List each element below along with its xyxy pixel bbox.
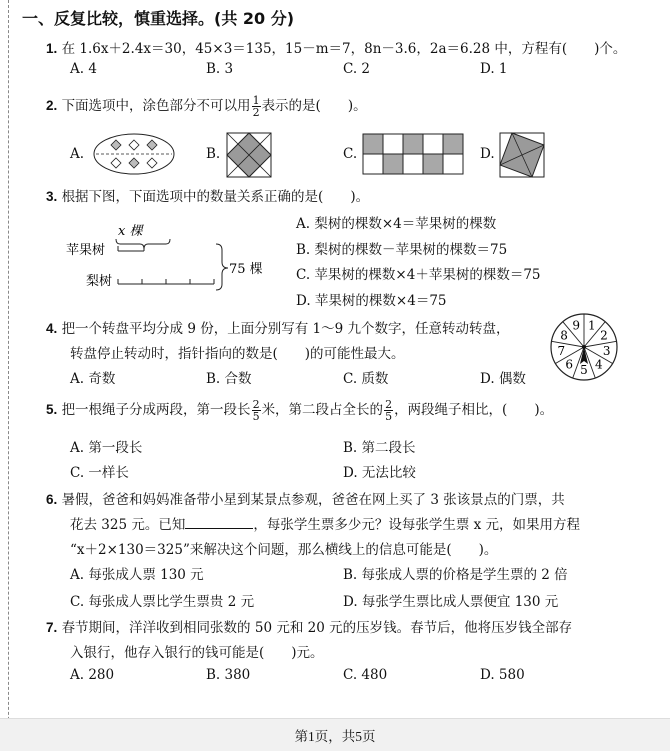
q5-option-d[interactable]: D. 无法比较 xyxy=(343,465,416,481)
question-number: 6. xyxy=(46,492,58,507)
q6-option-d[interactable]: D. 每张学生票比成人票便宜 130 元 xyxy=(343,594,559,610)
question-text: 把一根绳子分成两段，第一段长 xyxy=(61,402,251,418)
q6-option-b[interactable]: B. 每张成人票的价格是学生票的 2 倍 xyxy=(343,567,568,583)
q1-option-d[interactable]: D. 1 xyxy=(480,61,508,77)
pear-tree-label: 梨树 xyxy=(86,274,113,289)
q2-figure-c xyxy=(362,133,464,175)
question-6-line-3: “x＋2×130＝325”来解决这个问题，那么横线上的信息可能是( )。 xyxy=(70,542,498,558)
question-6-line-2: 花去 325 元。已知 ，每张学生票多少元？设每张学生票 x 元，如果用方程 xyxy=(70,517,581,533)
spinner-number: 6 xyxy=(565,357,574,372)
spinner-number: 5 xyxy=(580,363,588,377)
q4-option-d[interactable]: D. 偶数 xyxy=(480,371,526,387)
q1-option-a[interactable]: A. 4 xyxy=(70,61,97,77)
question-number: 2. xyxy=(46,98,58,113)
q2-option-d[interactable]: D. xyxy=(480,146,495,162)
q4-option-b[interactable]: B. 合数 xyxy=(206,371,252,387)
question-number: 3. xyxy=(46,189,58,204)
question-text: 下面选项中，涂色部分不可以用 xyxy=(61,98,251,114)
binding-margin-line xyxy=(8,0,9,750)
x-label: x 棵 xyxy=(118,224,143,239)
spinner-number: 7 xyxy=(557,343,566,358)
question-text-mid: 米，第二段占全长的 xyxy=(261,402,384,418)
question-text: 在 1.6x＋2.4x＝30，45×3＝135，15－m＝7，8n－3.6，2a＝6.28 中，方程有( )个。 xyxy=(61,41,627,57)
q4-option-c[interactable]: C. 质数 xyxy=(343,371,389,387)
question-3 xyxy=(46,185,369,205)
fraction-one-half: $\frac{1}{2}$ xyxy=(252,94,260,119)
fraction-two-fifths-meter: $\frac{2}{5}$ xyxy=(252,398,260,423)
spinner-number: 3 xyxy=(602,343,611,358)
q1-option-b[interactable]: B. 3 xyxy=(206,61,234,77)
q6-option-a[interactable]: A. 每张成人票 130 元 xyxy=(70,567,204,583)
q3-option-b[interactable]: B. 梨树的棵数－苹果树的棵数＝75 xyxy=(296,242,508,258)
question-number: 7. xyxy=(46,620,58,635)
question-5 xyxy=(46,398,553,422)
question-1 xyxy=(46,37,626,57)
q2-option-b[interactable]: B. xyxy=(206,146,221,162)
q5-option-c[interactable]: C. 一样长 xyxy=(70,465,129,481)
fraction-two-fifths: $\frac{2}{5}$ xyxy=(385,398,393,423)
q7-option-c[interactable]: C. 480 xyxy=(343,667,388,683)
question-number: 4. xyxy=(46,321,58,336)
q5-option-a[interactable]: A. 第一段长 xyxy=(70,440,143,456)
question-6-line-1 xyxy=(46,488,565,508)
spinner-number: 9 xyxy=(572,318,580,333)
question-7-line-2: 入银行，他存入银行的钱可能是( )元。 xyxy=(70,645,324,661)
q7-option-d[interactable]: D. 580 xyxy=(480,667,525,683)
q2-figure-a xyxy=(92,132,176,176)
question-number: 1. xyxy=(46,41,58,56)
q7-option-a[interactable]: A. 280 xyxy=(70,667,115,683)
spinner-wheel xyxy=(549,312,619,382)
question-text: 把一个转盘平均分成 9 份，上面分别写有 1～9 九个数字，任意转动转盘， xyxy=(61,321,510,337)
apple-tree-label: 苹果树 xyxy=(66,243,106,258)
q6-option-c[interactable]: C. 每张成人票比学生票贵 2 元 xyxy=(70,594,255,610)
q3-line-diagram xyxy=(64,214,274,298)
spinner-number: 8 xyxy=(560,328,568,343)
spinner-number: 2 xyxy=(600,328,608,343)
question-7-line-1 xyxy=(46,616,572,636)
question-text: 暑假，爸爸和妈妈准备带小星到某景点参观，爸爸在网上买了 3 张该景点的门票，共 xyxy=(61,492,565,508)
q3-option-c[interactable]: C. 苹果树的棵数×4＋苹果树的棵数＝75 xyxy=(296,267,541,283)
q3-option-d[interactable]: D. 苹果树的棵数×4＝75 xyxy=(296,293,447,309)
spinner-number: 1 xyxy=(588,318,596,333)
page-number: 第1页，共5页 xyxy=(294,729,376,744)
total-label: 75 棵 xyxy=(229,262,263,277)
question-text-end: 表示的是( )。 xyxy=(261,98,367,114)
section-title: 一、反复比较，慎重选择。(共 20 分) xyxy=(22,9,295,28)
question-text-end: ，两段绳子相比，( )。 xyxy=(394,402,554,418)
q5-option-b[interactable]: B. 第二段长 xyxy=(343,440,416,456)
q2-figure-d xyxy=(498,131,546,179)
q1-option-c[interactable]: C. 2 xyxy=(343,61,371,77)
spinner-number: 4 xyxy=(594,357,603,372)
q4-option-a[interactable]: A. 奇数 xyxy=(70,371,116,387)
question-4-line-1 xyxy=(46,317,510,337)
q7-option-b[interactable]: B. 380 xyxy=(206,667,251,683)
question-number: 5. xyxy=(46,402,58,417)
q2-option-c[interactable]: C. xyxy=(343,146,358,162)
q2-figure-b xyxy=(226,132,272,178)
q2-option-a[interactable]: A. xyxy=(70,146,85,162)
question-2 xyxy=(46,94,367,118)
question-4-line-2: 转盘停止转动时，指针指向的数是( )的可能性最大。 xyxy=(70,346,405,362)
question-text: 春节期间，洋洋收到相同张数的 50 元和 20 元的压岁钱。春节后，他将压岁钱全部存 xyxy=(61,620,573,636)
q3-option-a[interactable]: A. 梨树的棵数×4＝苹果树的棵数 xyxy=(296,216,497,232)
fill-in-blank[interactable] xyxy=(185,516,253,529)
question-text: 根据下图，下面选项中的数量关系正确的是( )。 xyxy=(61,189,370,205)
